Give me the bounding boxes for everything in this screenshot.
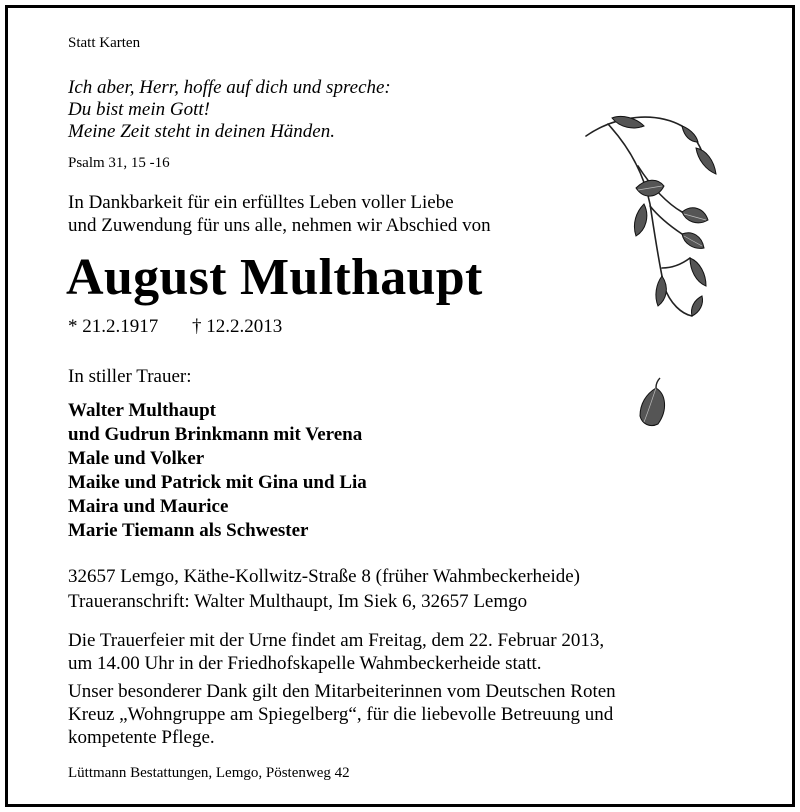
mourner-name: Marie Tiemann als Schwester [68, 520, 309, 541]
mourners-heading: In stiller Trauer: [68, 366, 192, 387]
mourner-name: Maike und Patrick mit Gina und Lia [68, 472, 367, 493]
statt-karten: Statt Karten [68, 35, 141, 51]
psalm-line-3: Meine Zeit steht in deinen Händen. [68, 121, 335, 142]
ceremony-line-2: um 14.00 Uhr in der Friedhofskapelle Wahmbeckerheide statt. [68, 653, 542, 674]
mourner-name: Male und Volker [68, 448, 205, 469]
address-line-2: Traueranschrift: Walter Multhaupt, Im Siek 6, 32657 Lemgo [68, 591, 528, 612]
birch-branch-icon [578, 108, 728, 323]
falling-leaf-icon [636, 376, 670, 430]
death-date: † 12.2.2013 [192, 316, 283, 337]
intro-line-2: und Zuwendung für uns alle, nehmen wir Abschied von [68, 215, 491, 236]
psalm-reference: Psalm 31, 15 -16 [68, 155, 170, 171]
ceremony-line-1: Die Trauerfeier mit der Urne findet am Freitag, dem 22. Februar 2013, [68, 630, 605, 651]
thanks-line-2: Kreuz „Wohngruppe am Spiegelberg“, für die liebevolle Betreuung und [68, 704, 614, 725]
thanks-line-3: kompetente Pflege. [68, 727, 215, 748]
intro-line-1: In Dankbarkeit für ein erfülltes Leben voller Liebe [68, 192, 454, 213]
mourner-name: Maira und Maurice [68, 496, 229, 517]
psalm-line-2: Du bist mein Gott! [68, 99, 210, 120]
undertaker-footer: Lüttmann Bestattungen, Lemgo, Pöstenweg 42 [68, 765, 350, 781]
mourner-name: und Gudrun Brinkmann mit Verena [68, 424, 363, 445]
mourner-name: Walter Multhaupt [68, 400, 216, 421]
psalm-line-1: Ich aber, Herr, hoffe auf dich und spreche: [68, 77, 391, 98]
deceased-name: August Multhaupt [66, 249, 483, 306]
thanks-line-1: Unser besonderer Dank gilt den Mitarbeiterinnen vom Deutschen Roten [68, 681, 616, 702]
address-line-1: 32657 Lemgo, Käthe-Kollwitz-Straße 8 (früher Wahmbeckerheide) [68, 566, 580, 587]
birth-date: * 21.2.1917 [68, 316, 159, 337]
